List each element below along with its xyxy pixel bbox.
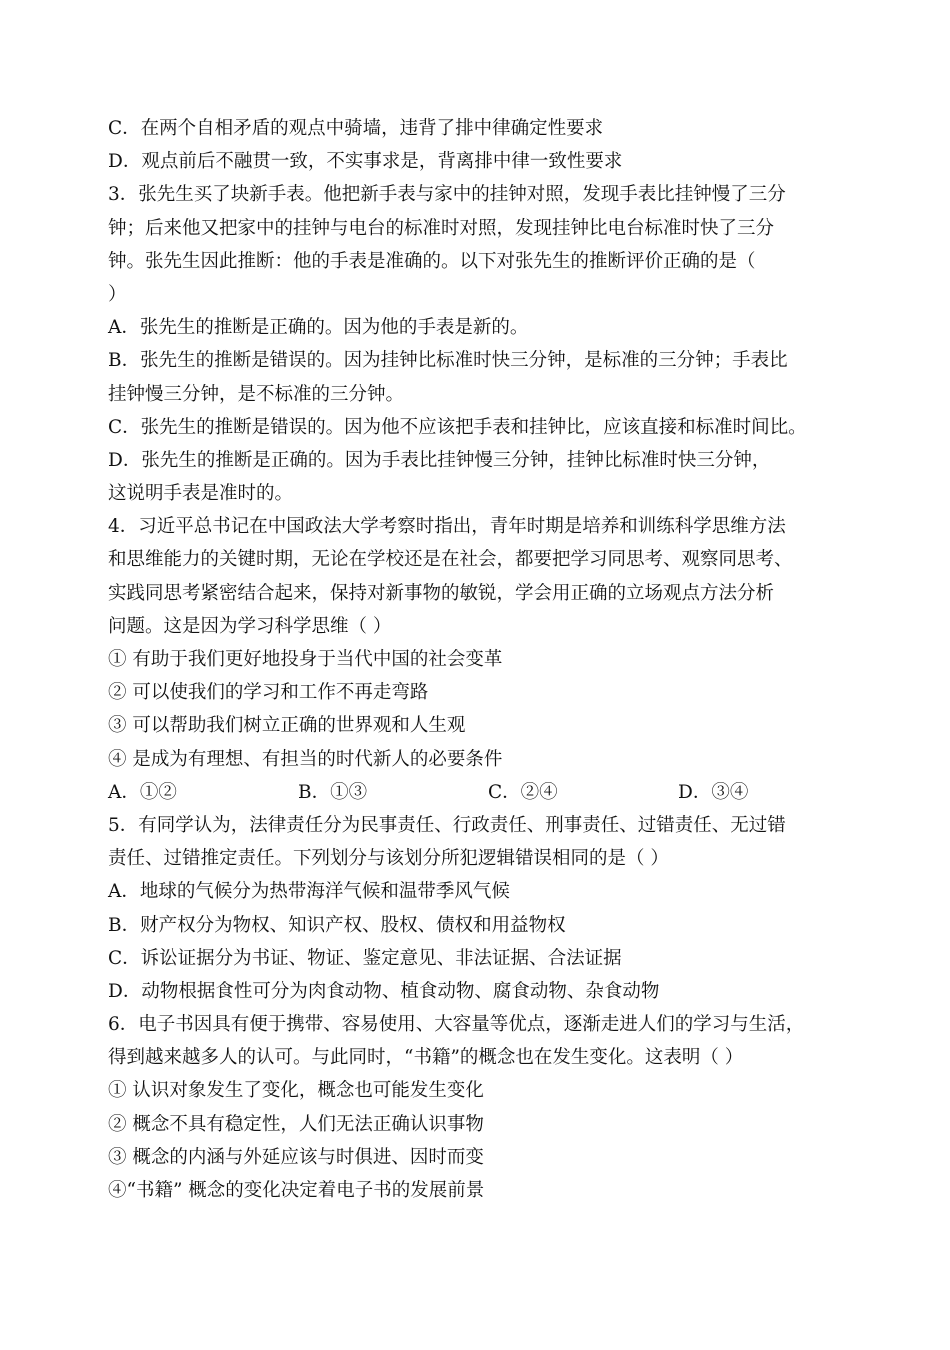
q4-option-b: B．①③	[298, 781, 368, 803]
q3-option-b-cont: 挂钟慢三分钟，是不标准的三分钟。	[108, 383, 405, 405]
q3-option-b: B．张先生的推断是错误的。因为挂钟比标准时快三分钟，是标准的三分钟；手表比	[108, 350, 788, 372]
q4-item: ① 有助于我们更好地投身于当代中国的社会变革	[108, 649, 503, 670]
q4-option-c: C．②④	[488, 781, 558, 803]
q3-stem-line: 钟。张先生因此推断：他的手表是准确的。以下对张先生的推断评价正确的是（	[108, 250, 756, 272]
q3-option-c: C．张先生的推断是错误的。因为他不应该把手表和挂钟比，应该直接和标准时间比。	[108, 416, 807, 438]
q4-item: ④ 是成为有理想、有担当的时代新人的必要条件	[108, 748, 503, 770]
q3-stem-line: ）	[108, 283, 127, 305]
q4-item: ② 可以使我们的学习和工作不再走弯路	[108, 682, 429, 704]
q6-stem-line: 得到越来越多人的认可。与此同时，“书籍”的概念也在发生变化。这表明（ ）	[108, 1047, 744, 1069]
q6-item: ③ 概念的内涵与外延应该与时俱进、因时而变	[108, 1146, 484, 1168]
q2-option-d: D．观点前后不融贯一致，不实事求是，背离排中律一致性要求	[108, 151, 623, 173]
q4-option-d: D．③④	[678, 781, 749, 803]
q6-item: ① 认识对象发生了变化，概念也可能发生变化	[108, 1080, 484, 1102]
q3-option-d: D．张先生的推断是正确的。因为手表比挂钟慢三分钟，挂钟比标准时快三分钟，	[108, 449, 771, 471]
exam-content	[108, 112, 868, 1207]
q5-option-c: C．诉讼证据分为书证、物证、鉴定意见、非法证据、合法证据	[108, 947, 622, 969]
q4-option-a: A．①②	[108, 781, 177, 803]
q6-stem-line: 6．电子书因具有便于携带、容易使用、大容量等优点，逐渐走进人们的学习与生活，	[108, 1014, 805, 1036]
q4-item: ③ 可以帮助我们树立正确的世界观和人生观	[108, 715, 466, 737]
q5-option-d: D．动物根据食性可分为肉食动物、植食动物、腐食动物、杂食动物	[108, 980, 660, 1002]
q4-stem-line: 问题。这是因为学习科学思维（ ）	[108, 615, 392, 637]
q5-option-b: B．财产权分为物权、知识产权、股权、债权和用益物权	[108, 914, 566, 936]
q2-option-c: C．在两个自相矛盾的观点中骑墙，违背了排中律确定性要求	[108, 118, 604, 139]
q6-item: ④“书籍” 概念的变化决定着电子书的发展前景	[108, 1180, 485, 1201]
q5-stem-line: 5．有同学认为，法律责任分为民事责任、行政责任、刑事责任、过错责任、无过错	[108, 814, 786, 836]
q4-stem-line: 和思维能力的关键时期，无论在学校还是在社会，都要把学习同思考、观察同思考、	[108, 549, 793, 571]
q3-option-d-cont: 这说明手表是准时的。	[108, 483, 294, 505]
q4-options	[108, 776, 868, 809]
q3-stem-line: 钟；后来他又把家中的挂钟与电台的标准时对照，发现挂钟比电台标准时快了三分	[108, 217, 775, 239]
q6-item: ② 概念不具有稳定性，人们无法正确认识事物	[108, 1113, 484, 1135]
q5-stem-line: 责任、过错推定责任。下列划分与该划分所犯逻辑错误相同的是（ ）	[108, 848, 669, 870]
q4-stem-line: 实践同思考紧密结合起来，保持对新事物的敏锐，学会用正确的立场观点方法分析	[108, 582, 775, 604]
q4-stem-line: 4．习近平总书记在中国政法大学考察时指出，青年时期是培养和训练科学思维方法	[108, 516, 786, 538]
q5-option-a: A．地球的气候分为热带海洋气候和温带季风气候	[108, 881, 510, 903]
q3-option-a: A．张先生的推断是正确的。因为他的手表是新的。	[108, 317, 529, 339]
q3-stem-line: 3．张先生买了块新手表。他把新手表与家中的挂钟对照，发现手表比挂钟慢了三分	[108, 184, 786, 206]
